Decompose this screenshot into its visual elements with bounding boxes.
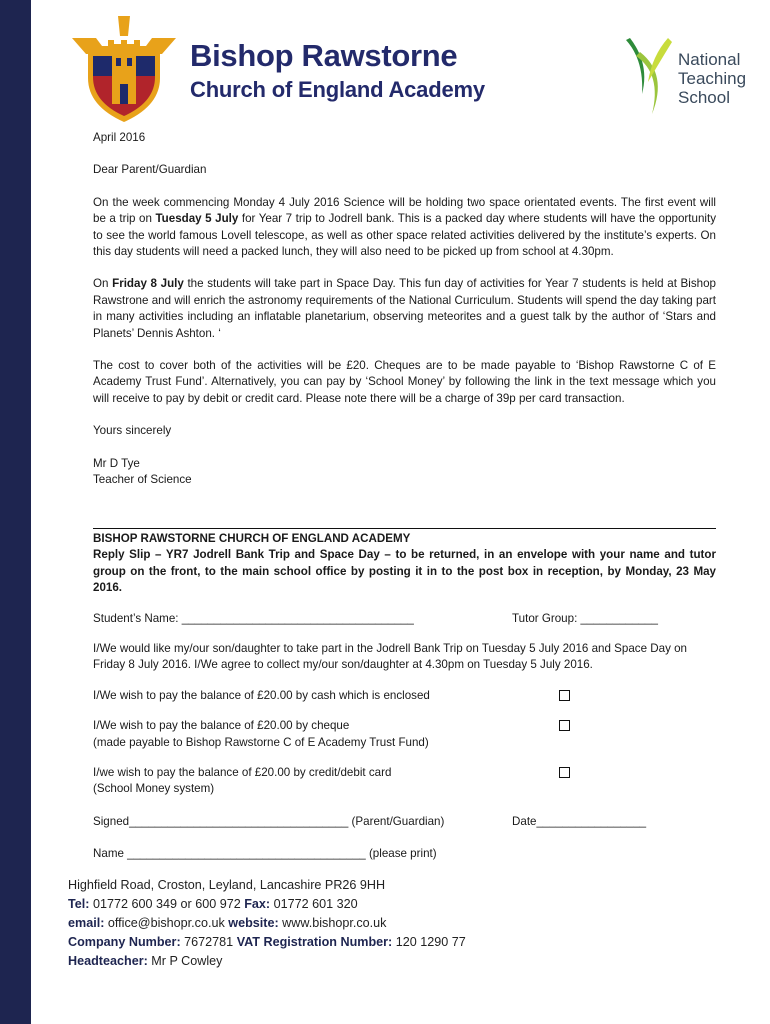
footer-email-web: email: office@bishopr.co.uk website: www.bishopr.co.uk: [68, 916, 387, 930]
consent-text: I/We would like my/our son/daughter to take part in the Jodrell Bank Trip on Tuesday 5 July 2016 and Space Day on Friday 8 July 2016. I/We agree to collect my/our son/daughter at 4.30pm on Tuesday 5 July 2016.: [93, 642, 687, 672]
school-name: [190, 40, 485, 101]
reply-heading: BISHOP RAWSTORNE CHURCH OF ENGLAND ACADEMY: [93, 532, 411, 545]
footer-website-link[interactable]: www.bishopr.co.uk: [278, 916, 387, 930]
national-teaching-school-logo-icon: [622, 34, 674, 120]
option-card: I/we wish to pay the balance of £20.00 by credit/debit card: [93, 765, 716, 781]
footer-phone: Tel: 01772 600 349 or 600 972 Fax: 01772 601 320: [68, 897, 358, 911]
cheque-checkbox[interactable]: [559, 720, 570, 731]
school-name-line1: Bishop Rawstorne: [190, 38, 458, 73]
letter-date: April 2016: [93, 131, 146, 144]
letter-body: [93, 130, 716, 489]
reply-slip: [93, 531, 716, 863]
date-field[interactable]: Date_________________: [512, 814, 647, 828]
nts-line1: National: [678, 50, 741, 69]
signer-name: Mr D Tye: [93, 456, 140, 470]
option-cheque: I/We wish to pay the balance of £20.00 by cheque: [93, 718, 716, 734]
footer-address: Highfield Road, Croston, Leyland, Lancashire PR26 9HH: [68, 878, 386, 892]
school-name-line2: Church of England Academy: [190, 77, 485, 102]
cheque-note: (made payable to Bishop Rawstorne C of E Academy Trust Fund): [93, 735, 429, 749]
left-color-bar: [0, 0, 31, 1024]
signed-field[interactable]: Signed__________________________________ (Parent/Guardian): [93, 814, 445, 828]
paragraph-space-day: On Friday 8 July the students will take part in Space Day. This fun day of activities for Year 7 students is held at Bishop Rawstrone and will enrich the astronomy requirements of the National Curriculum. Students will spend the day taking part in many activities including an inflatable planetarium, observing meteorites and a guest talk by the author of ‘Stars and Planets’ Dennis Ashton. ‘: [93, 277, 717, 340]
national-teaching-school-text: [678, 50, 746, 107]
trip-date: Tuesday 5 July: [155, 212, 239, 226]
space-day-date: Friday 8 July: [112, 277, 184, 291]
signature-row: [93, 814, 716, 830]
card-checkbox[interactable]: [559, 767, 570, 778]
letter-closing: Yours sincerely: [93, 424, 172, 438]
footer-headteacher: Headteacher: Mr P Cowley: [68, 954, 223, 968]
print-name-field[interactable]: Name _____________________________________ (please print): [93, 847, 437, 861]
student-row: [93, 611, 716, 627]
school-crest-icon: [68, 14, 180, 126]
cash-checkbox[interactable]: [559, 690, 570, 701]
card-note: (School Money system): [93, 782, 215, 796]
tutor-group-field[interactable]: Tutor Group: ____________: [512, 611, 658, 625]
option-cash: I/We wish to pay the balance of £20.00 by cash which is enclosed: [93, 688, 716, 704]
nts-line2: Teaching: [678, 69, 747, 88]
reply-slip-divider: [93, 528, 716, 529]
student-name-field[interactable]: Student’s Name: ____________________________________: [93, 611, 414, 625]
footer-email-link[interactable]: office@bishopr.co.uk: [104, 916, 229, 930]
footer-company: Company Number: 7672781 VAT Registration Number: 120 1290 77: [68, 935, 466, 949]
signer-title: Teacher of Science: [93, 473, 192, 487]
nts-line3: School: [678, 88, 730, 107]
footer-contact: [68, 876, 466, 971]
reply-instructions: Reply Slip – YR7 Jodrell Bank Trip and Space Day – to be returned, in an envelope with your name and tutor group on the front, to the main school office by posting it in to the post box in reception, by Monday, 23 May 2016.: [93, 548, 716, 595]
paragraph-trip: On the week commencing Monday 4 July 2016 Science will be holding two space orientated events. The first event will be a trip on Tuesday 5 July for Year 7 trip to Jodrell bank. This is a packed day where students will have the opportunity to see the world famous Lovell telescope, as well as other space related activities delivered by the institute’s experts. On this day students will need a packed lunch, they will also need to be picked up from school at 4.30pm.: [93, 195, 716, 259]
paragraph-cost: The cost to cover both of the activities will be £20. Cheques are to be made payable to ‘Bishop Rawstorne C of E Academy Trust Fund’. Alternatively, you can pay by ‘School Money’ by following the link in the text message which you will receive to pay by debit or credit card. Please note there will be a charge of 39p per card transaction.: [93, 359, 716, 405]
letter-salutation: Dear Parent/Guardian: [93, 163, 207, 177]
